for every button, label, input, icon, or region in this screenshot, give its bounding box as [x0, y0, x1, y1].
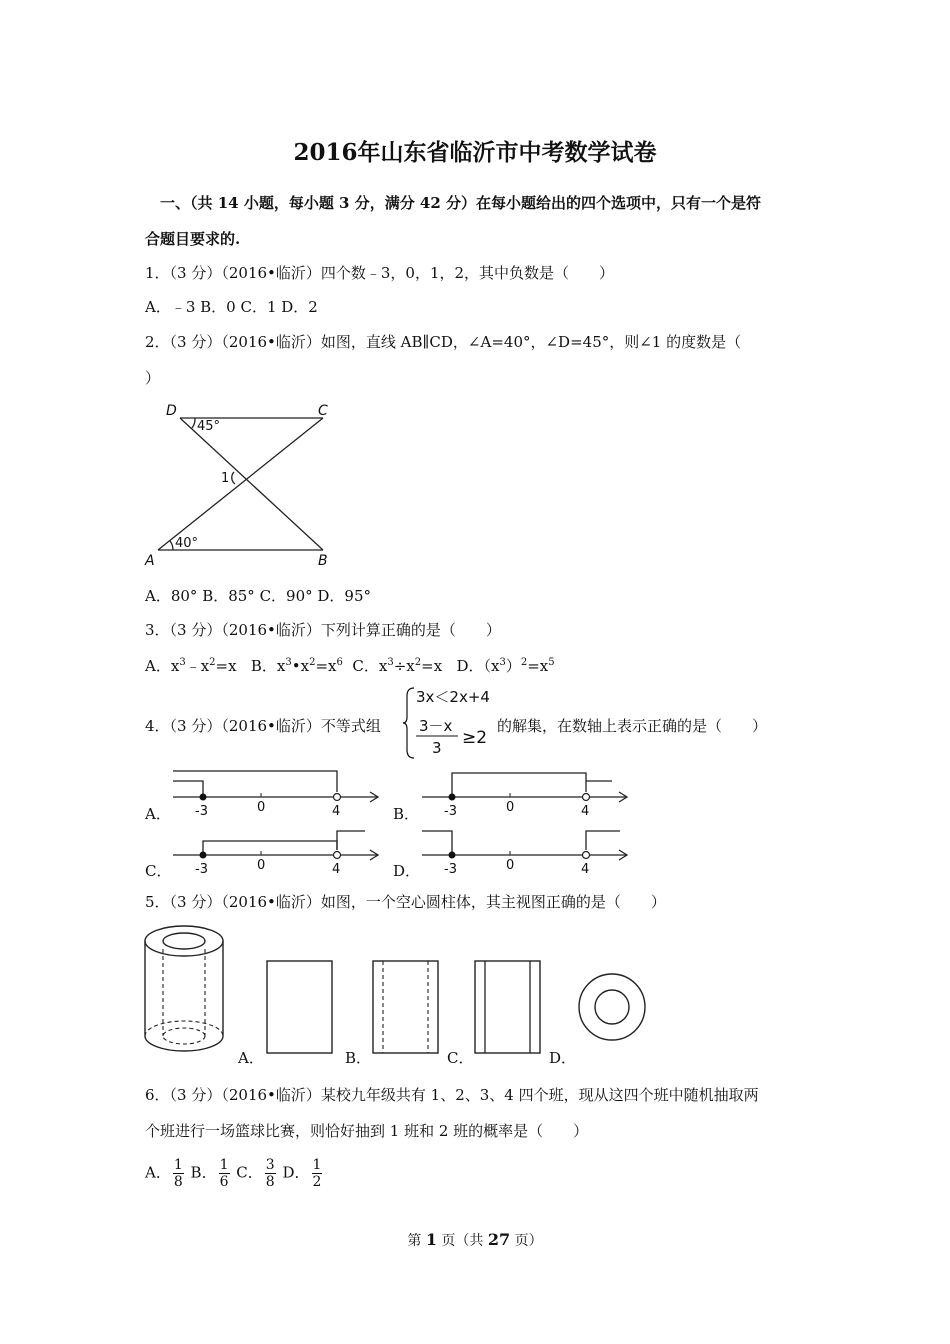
- label-b: B: [318, 553, 328, 569]
- q6-stem-line1: 6．（3 分）（2016•临沂）某校九年级共有 1、2、3、4 四个班，现从这四个班中随机抽取两: [145, 1086, 759, 1104]
- q3-b-exp1: 3: [285, 657, 292, 668]
- q3-a-exp2: 2: [209, 657, 216, 668]
- tick-label: 4: [332, 804, 341, 817]
- q6-opt-a-den: 8: [173, 1174, 183, 1190]
- label-d: D: [166, 403, 177, 419]
- q6-opt-d-fraction: [312, 1157, 323, 1190]
- q3-c-base: x: [378, 657, 388, 675]
- q5-label-c: C．: [447, 1049, 474, 1067]
- q3-d-exp3: 5: [548, 657, 555, 668]
- q4-numberline-a: [165, 765, 385, 817]
- q4-inequality-system: [402, 684, 497, 762]
- tick-label: 4: [581, 862, 590, 875]
- tick-label: 4: [581, 804, 590, 817]
- q4-ineq2-num: 3－x: [419, 717, 453, 735]
- angle-a-arc: [170, 541, 173, 550]
- tick-label: -3: [444, 804, 457, 817]
- q6-opt-c-num: 3: [265, 1157, 275, 1173]
- footer-mid: 页（共: [436, 1233, 488, 1249]
- q5-stem: 5．（3 分）（2016•临沂）如图，一个空心圆柱体，其主视图正确的是（ ）: [145, 893, 666, 911]
- tick-label: 0: [506, 858, 515, 873]
- tick-label: 0: [257, 800, 266, 815]
- brace: [403, 688, 414, 758]
- q4-stem-after: 的解集，在数轴上表示正确的是（ ）: [497, 717, 768, 735]
- q4-numberline-d: [414, 823, 634, 875]
- q5-option-b-figure: [370, 958, 442, 1056]
- q6-opt-a-num: 1: [173, 1157, 183, 1173]
- q2-stem-end: ）: [145, 369, 161, 387]
- q3-opt-a-label: A．: [145, 657, 171, 675]
- q5-option-d-figure: [575, 970, 649, 1044]
- q3-c-mid: ÷x: [393, 657, 415, 675]
- q4-label-c: C．: [145, 862, 172, 880]
- q5-label-d: D．: [549, 1049, 577, 1067]
- page-footer: [0, 1230, 950, 1250]
- q6-opt-c-den: 8: [265, 1174, 275, 1190]
- q6-opt-c-fraction: [265, 1157, 276, 1190]
- q3-d-exp2: 2: [520, 657, 528, 668]
- q3-d-close: ）: [505, 657, 521, 675]
- q6-stem-line2: 个班进行一场篮球比赛，则恰好抽到 1 班和 2 班的概率是（ ）: [145, 1122, 589, 1140]
- q6-opt-b-label: B．: [190, 1163, 217, 1182]
- q3-b-exp3: 6: [336, 657, 343, 668]
- q4-numberline-c: [165, 823, 385, 875]
- section-heading-line2: 合题目要求的.: [145, 230, 241, 248]
- label-angle-1: 1: [221, 471, 230, 486]
- q6-opt-b-den: 6: [219, 1174, 229, 1190]
- q5-option-a-figure: [264, 958, 336, 1056]
- footer-page-number: 1: [425, 1230, 437, 1249]
- q3-stem: 3．（3 分）（2016•临沂）下列计算正确的是（ ）: [145, 621, 501, 639]
- q2-stem: 2．（3 分）（2016•临沂）如图，直线 AB∥CD，∠A=40°，∠D=45°，则∠1 的度数是（: [145, 333, 742, 351]
- q3-opt-b-label: B．: [250, 657, 277, 675]
- q6-opt-d-num: 1: [312, 1157, 322, 1173]
- q3-opt-d-label: D．: [456, 657, 484, 675]
- q6-opt-a-fraction: [173, 1157, 184, 1190]
- q3-b-result: =x: [315, 657, 337, 675]
- q3-a-result: =x: [215, 657, 237, 675]
- footer-post: 页）: [510, 1233, 543, 1249]
- tick-label: -3: [195, 804, 208, 817]
- q3-c-exp2: 2: [414, 657, 422, 668]
- q3-a-mid: ﹣x: [185, 657, 210, 675]
- q1-options: A．﹣3 B．0 C．1 D．2: [145, 298, 318, 316]
- q4-numberline-b: [414, 765, 634, 817]
- q3-c-result: =x: [421, 657, 443, 675]
- q5-option-c-figure: [472, 958, 544, 1056]
- q5-label-a: A．: [238, 1049, 264, 1067]
- angle-1-arc: [232, 472, 235, 484]
- section-heading-line1: 一、（共 14 小题，每小题 3 分，满分 42 分）在每小题给出的四个选项中，只有一个是符: [160, 194, 762, 212]
- q4-ineq1: 3x＜2x+4: [416, 688, 490, 706]
- q6-opt-b-fraction: [219, 1157, 230, 1190]
- q3-a-exp1: 3: [179, 657, 186, 668]
- q3-options: [145, 655, 555, 676]
- q5-label-b: B．: [345, 1049, 372, 1067]
- q3-c-exp1: 3: [387, 657, 394, 668]
- q3-b-mid: •x: [291, 657, 310, 675]
- tick-label: 0: [506, 800, 515, 815]
- q3-a-base: x: [170, 657, 180, 675]
- q4-label-d: D．: [393, 862, 421, 880]
- footer-total-pages: 27: [487, 1230, 511, 1249]
- tick-label: -3: [444, 862, 457, 875]
- q6-options: [145, 1157, 324, 1190]
- q6-opt-d-den: 2: [312, 1174, 322, 1190]
- q3-opt-c-label: C．: [352, 657, 379, 675]
- q3-d-open: （x: [483, 657, 500, 675]
- label-angle-d: 45°: [197, 419, 221, 434]
- tick-label: -3: [195, 862, 208, 875]
- label-c: C: [318, 403, 328, 419]
- q4-label-a: A．: [145, 805, 171, 823]
- page-title: 2016年山东省临沂市中考数学试卷: [293, 139, 657, 166]
- q4-stem-before: 4．（3 分）（2016•临沂）不等式组: [145, 717, 381, 735]
- q2-figure: [140, 398, 340, 573]
- q6-opt-c-label: C．: [236, 1163, 263, 1182]
- footer-pre: 第: [407, 1233, 426, 1249]
- q3-b-exp2: 2: [309, 657, 316, 668]
- line-ac: [158, 418, 323, 550]
- q4-label-b: B．: [393, 805, 420, 823]
- q6-opt-b-num: 1: [219, 1157, 229, 1173]
- q3-d-result: =x: [527, 657, 549, 675]
- line-db: [180, 418, 323, 550]
- angle-d-arc: [192, 418, 195, 428]
- q3-d-exp1: 3: [499, 657, 506, 668]
- label-angle-a: 40°: [175, 536, 199, 551]
- q3-b-base: x: [276, 657, 286, 675]
- tick-label: 4: [332, 862, 341, 875]
- q6-opt-a-label: A．: [145, 1163, 171, 1182]
- q4-ineq2-den: 3: [432, 739, 442, 757]
- tick-label: 0: [257, 858, 266, 873]
- label-a: A: [145, 553, 155, 569]
- q1-stem: 1．（3 分）（2016•临沂）四个数﹣3，0，1，2，其中负数是（ ）: [145, 264, 615, 282]
- q5-hollow-cylinder: [140, 918, 230, 1058]
- q6-opt-d-label: D．: [282, 1163, 310, 1182]
- q2-options: A．80° B．85° C．90° D．95°: [145, 587, 372, 605]
- q4-ineq2-rel: ≥2: [462, 728, 488, 748]
